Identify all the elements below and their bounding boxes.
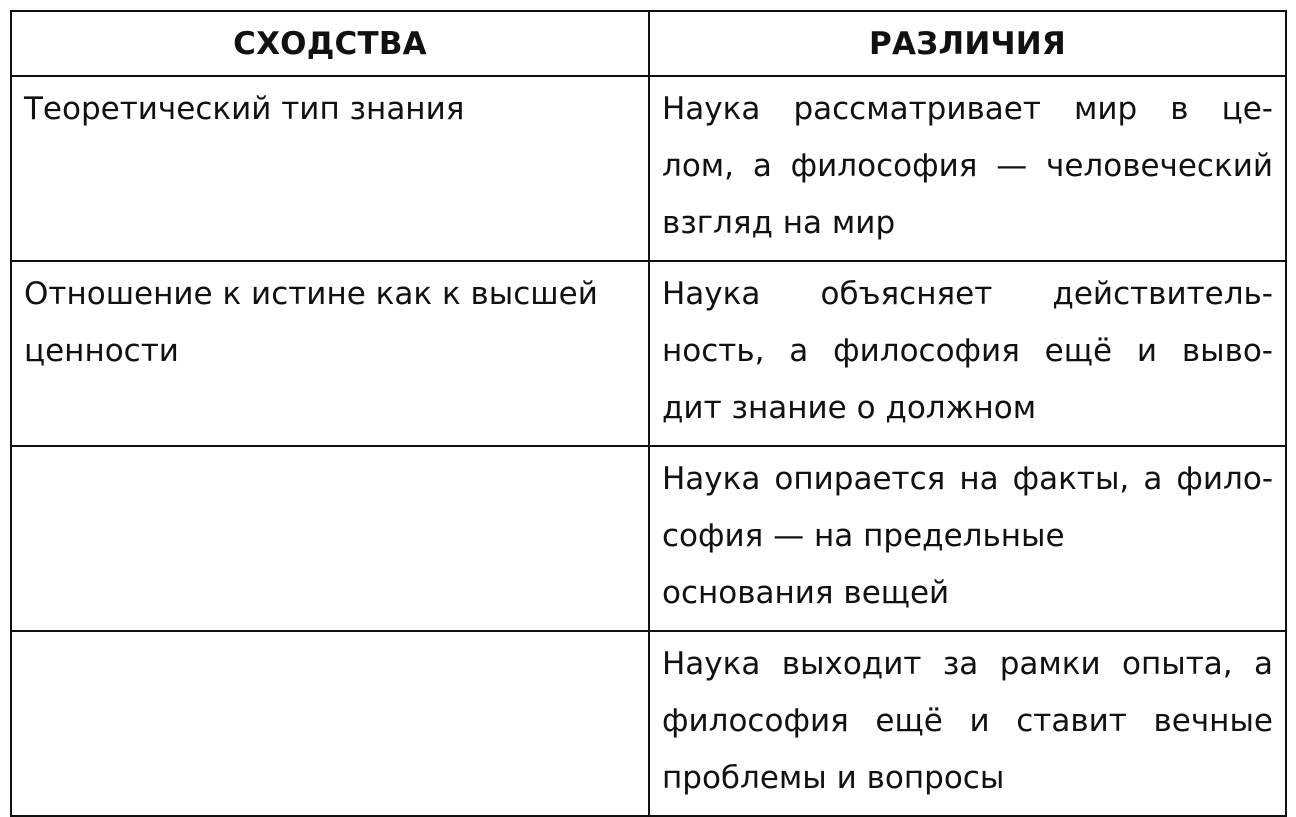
cell-text-line: лом, а философия — человеческий: [662, 148, 1273, 184]
cell-text-line: проблемы и вопросы: [662, 760, 1005, 796]
cell-text-line: Наука рассматривает мир в це-: [662, 91, 1273, 127]
header-similarities: СХОДСТВА: [11, 11, 649, 76]
table-row: [11, 446, 1286, 631]
cell-text-line: Наука опирается на факты, а фило-: [662, 461, 1273, 497]
cell-text-line: философия ещё и ставит вечные: [662, 703, 1273, 739]
similarity-cell: [11, 261, 649, 446]
cell-text-line: софия — на предельные: [662, 518, 1065, 554]
similarity-cell: [11, 446, 649, 631]
difference-cell: [649, 446, 1286, 631]
table-row: [11, 76, 1286, 261]
header-differences: РАЗЛИЧИЯ: [649, 11, 1286, 76]
header-row: [11, 11, 1286, 76]
cell-text-line: Наука объясняет действитель-: [662, 276, 1273, 312]
cell-text-line: взгляд на мир: [662, 205, 896, 241]
table-row: [11, 261, 1286, 446]
difference-cell: [649, 76, 1286, 261]
difference-cell: [649, 631, 1286, 816]
cell-text-line: Теоретический тип знания: [24, 91, 465, 127]
cell-text-line: Наука выходит за рамки опыта, а: [662, 646, 1273, 682]
table-row: [11, 631, 1286, 816]
cell-text-line: Отношение к истине как к высшей: [24, 276, 598, 312]
similarity-cell: [11, 631, 649, 816]
cell-text-line: основания вещей: [662, 575, 950, 611]
cell-text-line: дит знание о должном: [662, 390, 1037, 426]
cell-text-line: ценности: [24, 333, 179, 369]
cell-text-line: ность, а философия ещё и выво-: [662, 333, 1273, 369]
difference-cell: [649, 261, 1286, 446]
comparison-table: [10, 10, 1287, 817]
similarity-cell: [11, 76, 649, 261]
